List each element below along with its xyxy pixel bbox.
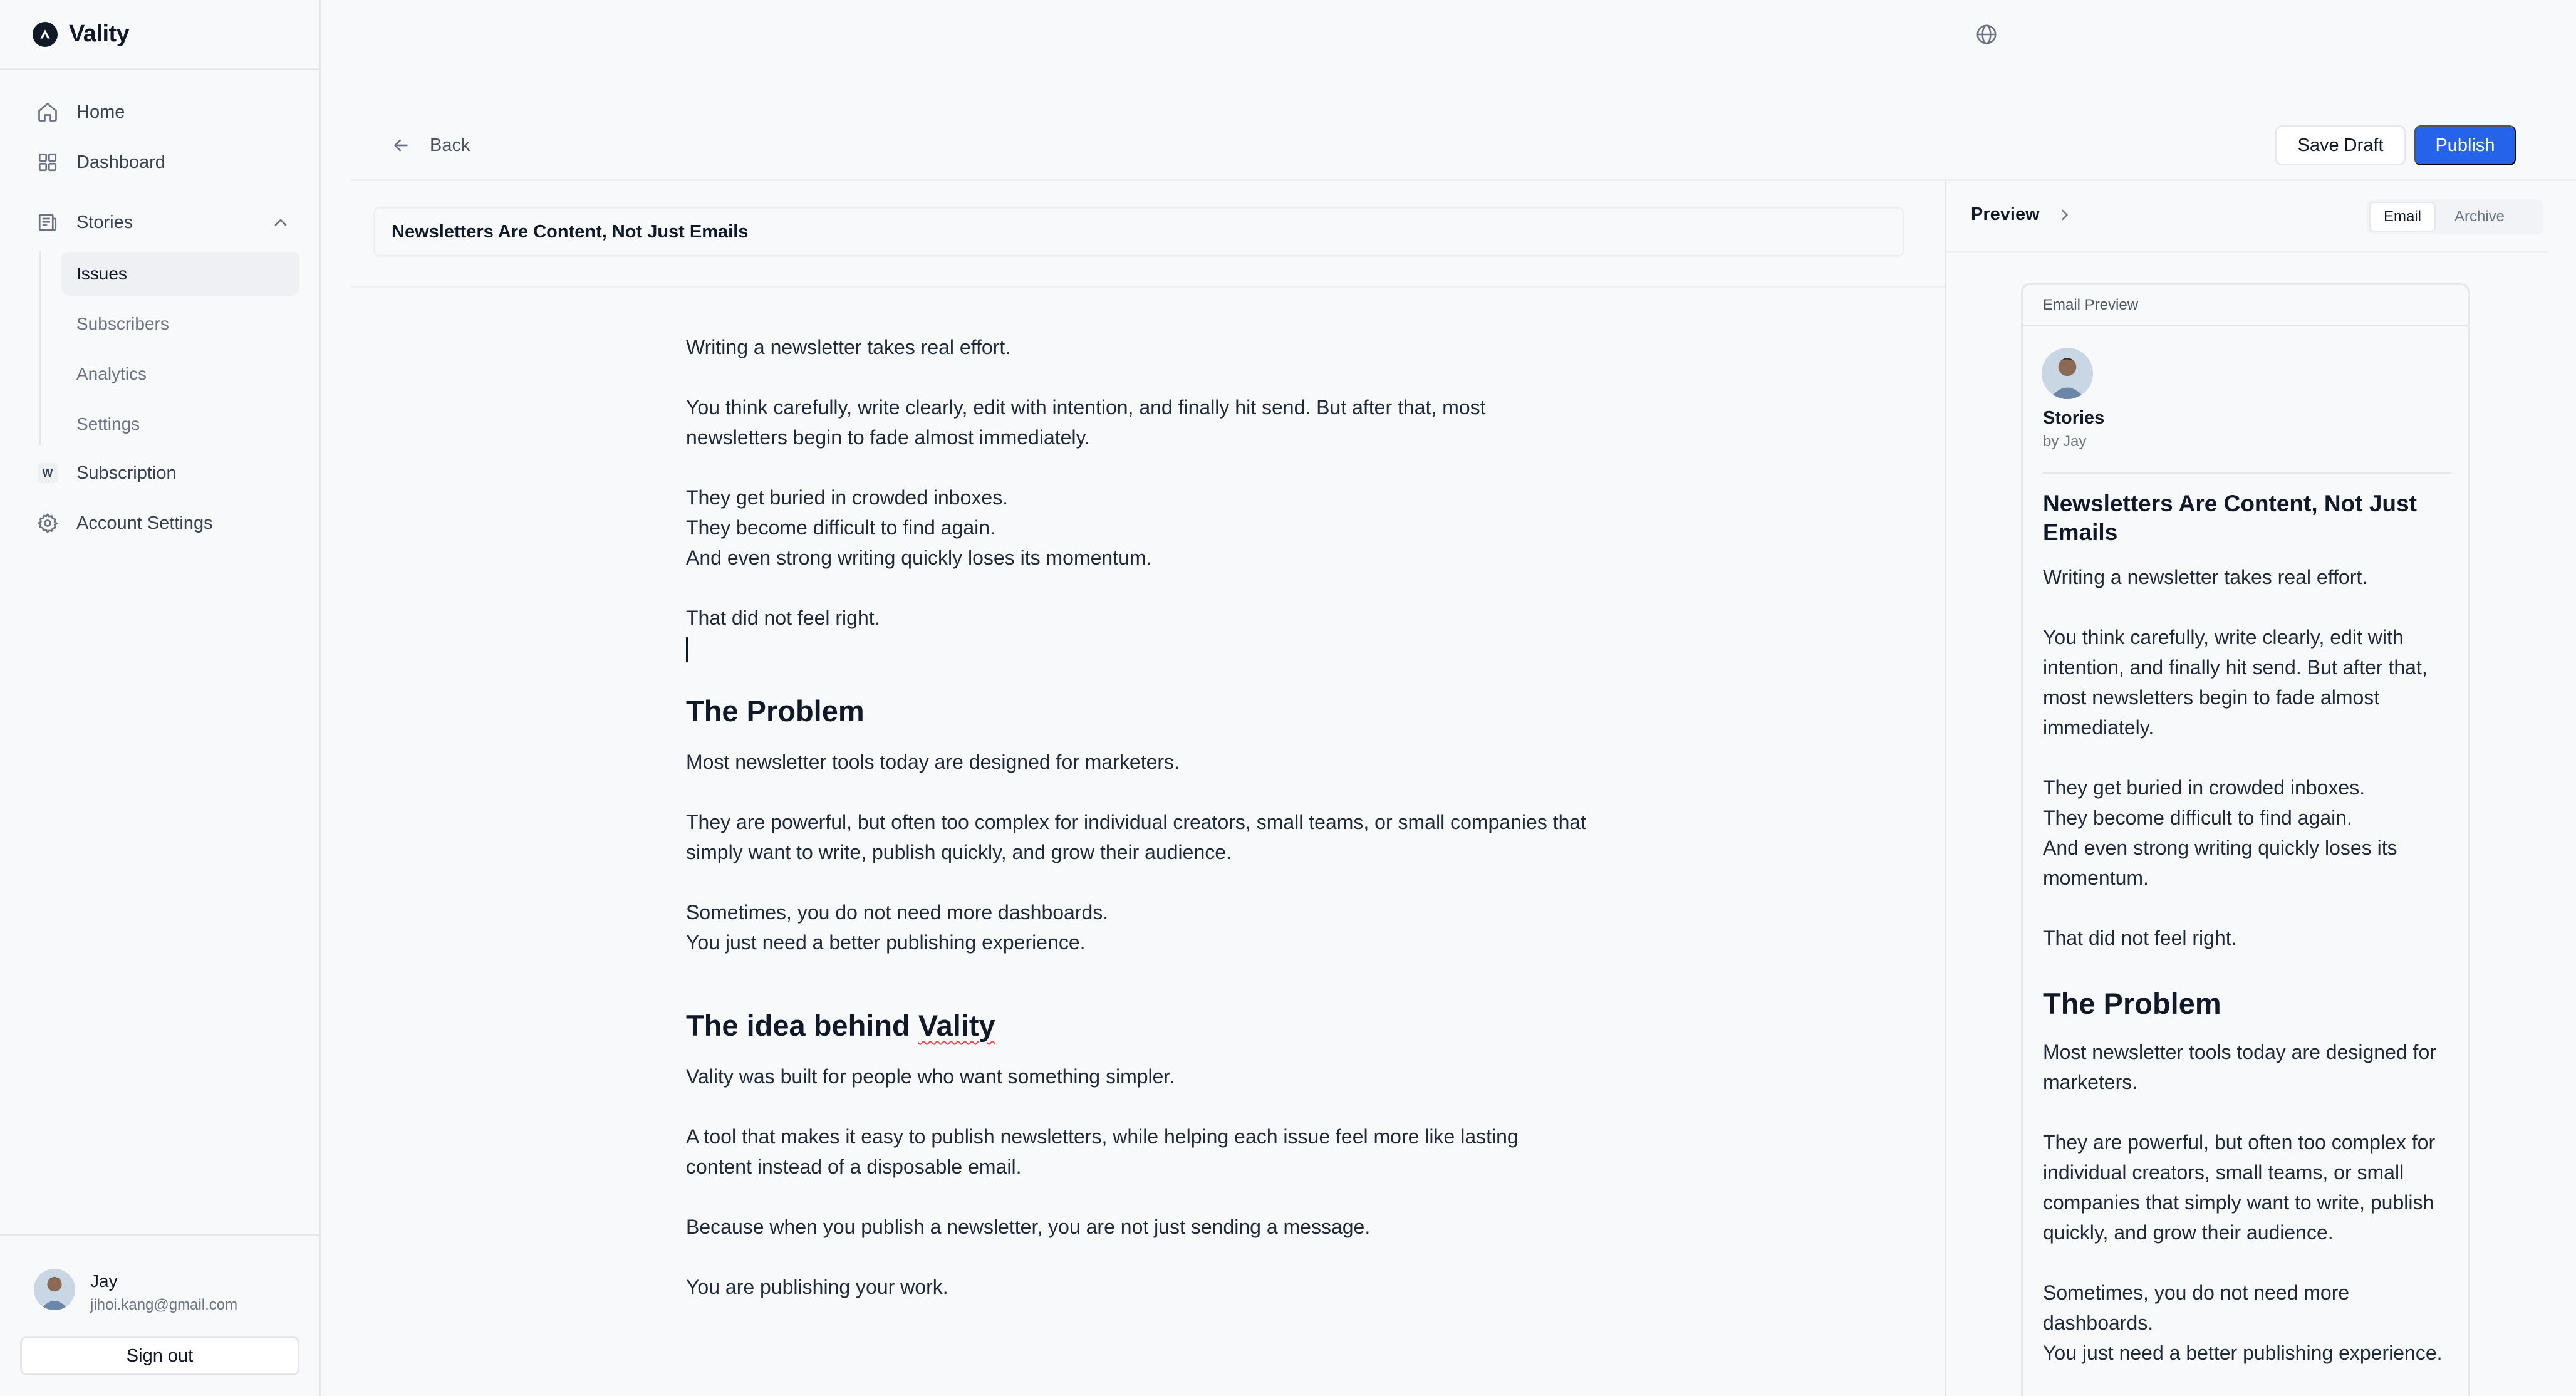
sidebar-item-label: Dashboard <box>76 152 165 172</box>
sidebar-item-home[interactable] <box>25 91 301 133</box>
sidebar-item-dashboard[interactable] <box>25 142 301 183</box>
sidebar-subitem-label: Analytics <box>76 364 147 383</box>
sidebar-subitem-label: Subscribers <box>76 314 169 333</box>
sidebar-item-label: Home <box>76 102 125 122</box>
heading-idea <box>686 1008 1638 1044</box>
sidebar-subitem-settings[interactable] <box>61 402 299 446</box>
sidebar-subitem-issues[interactable] <box>61 252 299 296</box>
brand-name: Vality <box>69 21 130 47</box>
paragraph: That did not feel right. <box>2043 927 2237 949</box>
paragraph: simply want to write, publish quickly, and grow their audience. <box>686 841 1232 863</box>
email-heading: Newsletters Are Content, Not Just Emails <box>2043 491 2417 545</box>
back-label: Back <box>430 135 470 155</box>
sidebar-subitem-label: Issues <box>76 264 127 283</box>
paragraph: They get buried in crowded inboxes. <box>686 486 1009 509</box>
tab-archive[interactable]: Archive <box>2454 208 2505 225</box>
paragraph: Sometimes, you do not need more dashboards. <box>2043 1281 2350 1334</box>
title-input[interactable] <box>373 207 1904 257</box>
home-icon <box>35 100 60 125</box>
sidebar-item-account-settings[interactable] <box>25 503 301 544</box>
sidebar-item-label: Subscription <box>76 462 177 483</box>
paragraph: Vality was built for people who want something simpler. <box>686 1065 1175 1088</box>
paragraph: You are publishing your work. <box>686 1276 948 1298</box>
paragraph: A tool that makes it easy to publish newsletters, while helping each issue feel more like lasting <box>686 1125 1519 1148</box>
divider <box>1946 251 2548 253</box>
sidebar-item-label: Stories <box>76 212 133 232</box>
paragraph: Writing a newsletter takes real effort. <box>2043 566 2368 588</box>
editor-body[interactable] <box>686 332 1638 1302</box>
submenu-guide-line <box>39 251 41 445</box>
tab-email[interactable]: Email <box>2369 202 2436 232</box>
grid-icon <box>35 150 60 175</box>
email-preview-card <box>2021 283 2470 1396</box>
heading-text: The idea behind <box>686 1009 918 1042</box>
preview-header[interactable] <box>1971 204 2074 225</box>
preview-mode-toggle <box>2367 199 2543 234</box>
globe-icon[interactable] <box>1975 23 1998 46</box>
paragraph: They become difficult to find again. <box>2043 806 2352 829</box>
chevron-right-icon <box>2056 206 2074 224</box>
paragraph: That did not feel right. <box>686 607 880 629</box>
paragraph: content instead of a disposable email. <box>686 1155 1022 1178</box>
sidebar-subitem-label: Settings <box>76 414 140 434</box>
brand[interactable] <box>0 0 319 70</box>
paragraph: They are powerful, but often too complex for individual creators, small teams, or small companies that <box>686 811 1587 833</box>
divider <box>1945 181 1946 1396</box>
spellcheck-word: Vality <box>918 1009 995 1042</box>
chevron-up-icon[interactable] <box>271 212 291 232</box>
sidebar-item-stories[interactable] <box>25 202 301 243</box>
user-email: jihoi.kang@gmail.com <box>90 1296 238 1313</box>
email-heading-problem: The Problem <box>2043 987 2221 1020</box>
email-body <box>2043 489 2456 1368</box>
user-name: Jay <box>90 1271 118 1291</box>
sign-out-button[interactable]: Sign out <box>20 1336 299 1375</box>
user-area <box>0 1234 319 1396</box>
paragraph: They get buried in crowded inboxes. <box>2043 776 2366 799</box>
paragraph: Most newsletter tools today are designed for marketers. <box>686 751 1180 773</box>
paragraph: Because when you publish a newsletter, you are not just sending a message. <box>686 1216 1371 1238</box>
sidebar-subitem-subscribers[interactable] <box>61 302 299 346</box>
paragraph: newsletters begin to fade almost immediately. <box>686 426 1091 449</box>
sender-avatar <box>2042 348 2093 399</box>
w-badge-icon <box>35 461 60 486</box>
divider <box>2043 472 2451 474</box>
preview-title: Preview <box>1971 204 2040 224</box>
paragraph: And even strong writing quickly loses its momentum. <box>2043 836 2397 889</box>
save-draft-button[interactable]: Save Draft <box>2275 125 2406 165</box>
email-sender-name: Stories <box>2043 408 2105 428</box>
publish-button[interactable]: Publish <box>2414 125 2516 165</box>
paragraph: They are powerful, but often too complex for individual creators, small teams, or small companies that simply want to write, publish quickly, and grow their audience. <box>2043 1131 2436 1244</box>
sidebar-subitem-analytics[interactable] <box>61 352 299 396</box>
paragraph: And even strong writing quickly loses its momentum. <box>686 546 1152 569</box>
paragraph: Writing a newsletter takes real effort. <box>686 336 1011 358</box>
arrow-left-icon <box>391 135 411 155</box>
heading-problem: The Problem <box>686 694 865 727</box>
paragraph: You think carefully, write clearly, edit with intention, and finally hit send. But after that, most <box>686 396 1486 419</box>
email-preview-label: Email Preview <box>2023 285 2468 326</box>
gear-icon <box>35 511 60 536</box>
vality-logo-icon <box>33 22 58 47</box>
back-button[interactable] <box>391 129 470 162</box>
avatar[interactable] <box>34 1269 75 1310</box>
sidebar-item-subscription[interactable] <box>25 452 301 494</box>
paragraph: They become difficult to find again. <box>686 516 995 539</box>
caret-line <box>686 633 1638 663</box>
newspaper-icon <box>35 210 60 235</box>
sidebar <box>0 0 321 1396</box>
paragraph: You just need a better publishing experience. <box>2043 1341 2443 1364</box>
paragraph: Most newsletter tools today are designed for marketers. <box>2043 1041 2436 1093</box>
text-caret <box>686 637 688 662</box>
paragraph: You just need a better publishing experience. <box>686 931 1086 954</box>
paragraph: Sometimes, you do not need more dashboards. <box>686 901 1109 924</box>
email-author: by Jay <box>2043 433 2087 450</box>
divider <box>351 286 1945 288</box>
sidebar-item-label: Account Settings <box>76 513 213 533</box>
w-badge: W <box>38 463 58 483</box>
paragraph: You think carefully, write clearly, edit with intention, and finally hit send. But after that, most newsletters begin to fade almost immediately. <box>2043 626 2428 739</box>
divider <box>351 179 2576 181</box>
